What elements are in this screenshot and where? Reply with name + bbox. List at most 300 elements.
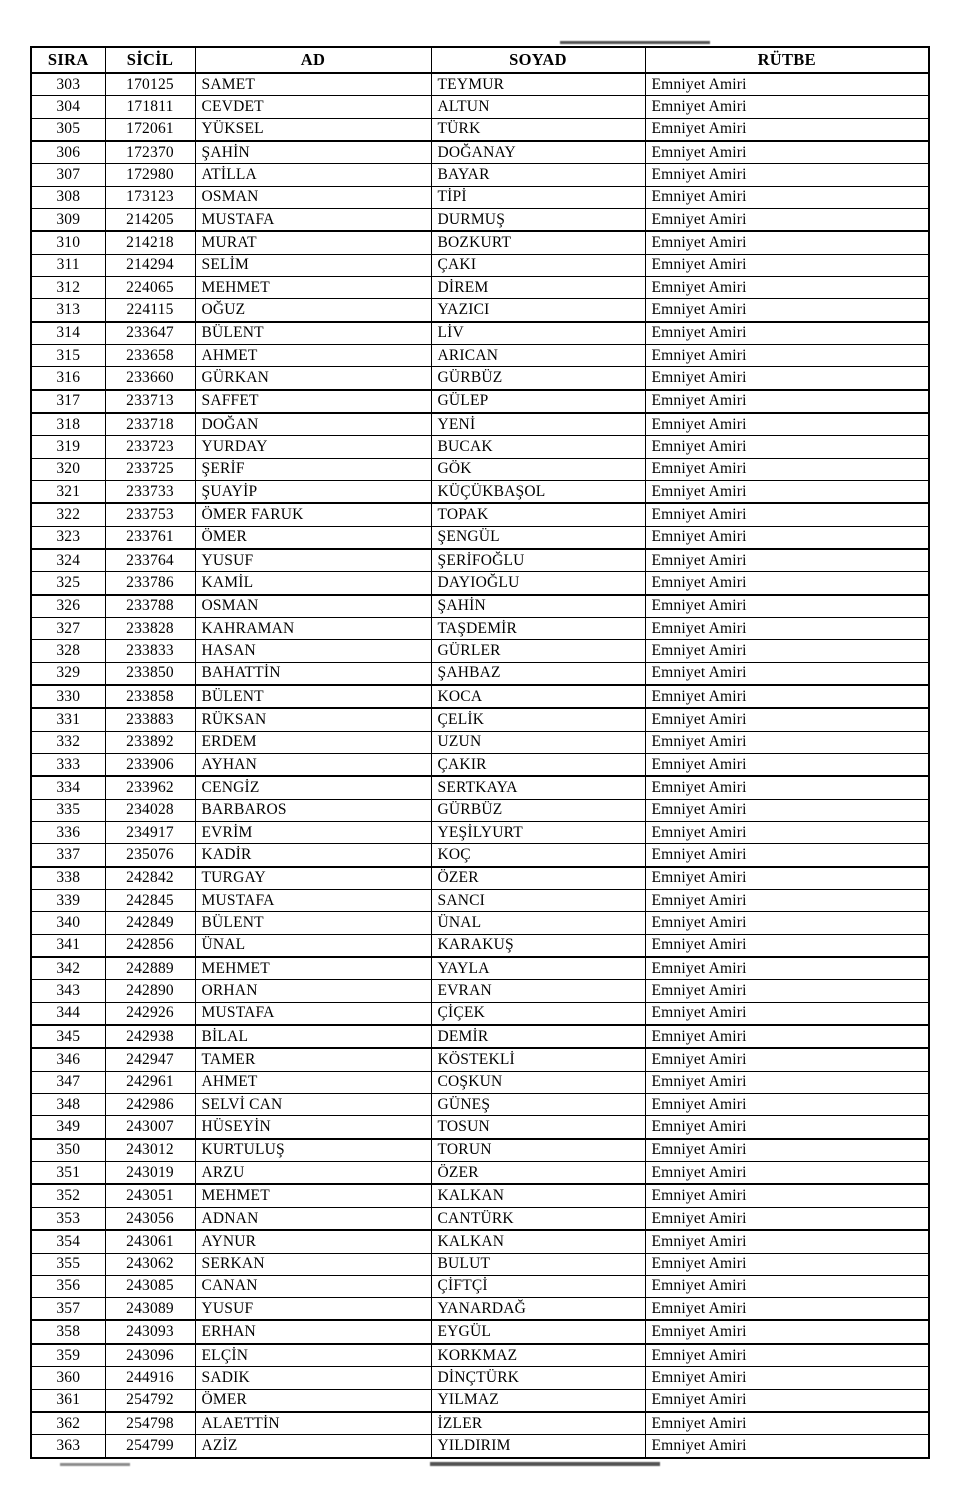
table-cell: Emniyet Amiri [645, 799, 929, 821]
table-cell: ÖZER [431, 867, 645, 890]
table-cell: 342 [31, 957, 105, 980]
table-cell: 350 [31, 1139, 105, 1162]
table-cell: Emniyet Amiri [645, 912, 929, 934]
table-cell: UZUN [431, 731, 645, 753]
table-cell: 233883 [105, 708, 195, 731]
table-cell: 224115 [105, 299, 195, 322]
table-cell: 233660 [105, 367, 195, 390]
table-cell: Emniyet Amiri [645, 231, 929, 254]
table-cell: 337 [31, 844, 105, 867]
table-cell: Emniyet Amiri [645, 526, 929, 549]
table-cell: BARBAROS [195, 799, 431, 821]
table-cell: 340 [31, 912, 105, 934]
table-cell: 243093 [105, 1320, 195, 1343]
table-cell: Emniyet Amiri [645, 1344, 929, 1367]
table-cell: Emniyet Amiri [645, 708, 929, 731]
table-cell: 244916 [105, 1367, 195, 1389]
table-row [31, 254, 929, 276]
table-cell: KADİR [195, 844, 431, 867]
table-cell: ŞENGÜL [431, 526, 645, 549]
table-cell: 345 [31, 1025, 105, 1048]
table-row [31, 1253, 929, 1275]
table-cell: Emniyet Amiri [645, 208, 929, 231]
table-cell: 233725 [105, 458, 195, 480]
table-cell: BAYAR [431, 164, 645, 186]
table-cell: GÜRKAN [195, 367, 431, 390]
table-cell: TOPAK [431, 503, 645, 526]
personnel-table [30, 46, 930, 1459]
table-cell: BAHATTİN [195, 662, 431, 685]
table-cell: 334 [31, 776, 105, 799]
table-cell: KARAKUŞ [431, 934, 645, 957]
table-cell: Emniyet Amiri [645, 1320, 929, 1343]
column-header-soyad: SOYAD [431, 47, 645, 73]
table-cell: Emniyet Amiri [645, 685, 929, 708]
table-cell: 233764 [105, 549, 195, 572]
table-cell: Emniyet Amiri [645, 754, 929, 777]
table-cell: CEVDET [195, 96, 431, 118]
table-cell: 233850 [105, 662, 195, 685]
table-cell: ÖMER [195, 526, 431, 549]
table-cell: TÜRK [431, 118, 645, 141]
table-cell: 242845 [105, 890, 195, 912]
column-header-sira: SIRA [31, 47, 105, 73]
table-cell: 315 [31, 344, 105, 366]
scan-smudge [60, 1463, 130, 1466]
table-cell: İZLER [431, 1412, 645, 1435]
header-row [31, 47, 929, 73]
table-cell: 233718 [105, 413, 195, 436]
table-cell: 254799 [105, 1435, 195, 1458]
table-cell: 349 [31, 1116, 105, 1139]
table-cell: 329 [31, 662, 105, 685]
table-row [31, 799, 929, 821]
table-cell: 243096 [105, 1344, 195, 1367]
table-cell: Emniyet Amiri [645, 1048, 929, 1071]
table-cell: MUSTAFA [195, 208, 431, 231]
table-cell: 242849 [105, 912, 195, 934]
table-cell: 308 [31, 186, 105, 208]
table-cell: ŞAHİN [431, 595, 645, 618]
table-cell: SAMET [195, 73, 431, 96]
table-cell: YAZICI [431, 299, 645, 322]
table-cell: KAMİL [195, 572, 431, 595]
table-cell: 352 [31, 1184, 105, 1207]
table-cell: DAYIOĞLU [431, 572, 645, 595]
table-row [31, 1344, 929, 1367]
table-cell: 254798 [105, 1412, 195, 1435]
table-cell: RÜKSAN [195, 708, 431, 731]
table-cell: ÇİÇEK [431, 1002, 645, 1025]
table-cell: 243007 [105, 1116, 195, 1139]
table-cell: 171811 [105, 96, 195, 118]
table-row [31, 526, 929, 549]
table-cell: SADIK [195, 1367, 431, 1389]
table-cell: Emniyet Amiri [645, 1230, 929, 1253]
table-cell: AYHAN [195, 754, 431, 777]
table-cell: COŞKUN [431, 1071, 645, 1093]
table-cell: ÖZER [431, 1162, 645, 1185]
table-cell: CENGİZ [195, 776, 431, 799]
table-cell: BÜLENT [195, 322, 431, 345]
table-cell: GÜNEŞ [431, 1094, 645, 1116]
table-cell: 172061 [105, 118, 195, 141]
table-cell: 325 [31, 572, 105, 595]
table-cell: YENİ [431, 413, 645, 436]
table-cell: 243062 [105, 1253, 195, 1275]
table-cell: SERKAN [195, 1253, 431, 1275]
table-row [31, 1162, 929, 1185]
table-cell: HASAN [195, 640, 431, 662]
table-cell: KOCA [431, 685, 645, 708]
table-cell: 328 [31, 640, 105, 662]
scan-smudge [430, 1462, 660, 1466]
table-cell: 233723 [105, 436, 195, 458]
table-cell: Emniyet Amiri [645, 1207, 929, 1230]
table-cell: Emniyet Amiri [645, 1184, 929, 1207]
table-cell: 339 [31, 890, 105, 912]
table-cell: HÜSEYİN [195, 1116, 431, 1139]
table-cell: Emniyet Amiri [645, 322, 929, 345]
table-row [31, 344, 929, 366]
table-cell: 235076 [105, 844, 195, 867]
table-cell: 233833 [105, 640, 195, 662]
table-cell: 326 [31, 595, 105, 618]
table-cell: Emniyet Amiri [645, 549, 929, 572]
table-cell: Emniyet Amiri [645, 890, 929, 912]
table-cell: ADNAN [195, 1207, 431, 1230]
table-cell: Emniyet Amiri [645, 73, 929, 96]
table-cell: YEŞİLYURT [431, 822, 645, 844]
table-row [31, 208, 929, 231]
table-row [31, 367, 929, 390]
table-cell: Emniyet Amiri [645, 844, 929, 867]
table-cell: ÜNAL [431, 912, 645, 934]
table-cell: TİPİ [431, 186, 645, 208]
table-cell: KALKAN [431, 1230, 645, 1253]
table-cell: GÜLEP [431, 390, 645, 413]
table-cell: AHMET [195, 1071, 431, 1093]
table-cell: ATİLLA [195, 164, 431, 186]
table-cell: 243089 [105, 1298, 195, 1321]
table-cell: CANTÜRK [431, 1207, 645, 1230]
table-cell: ÜNAL [195, 934, 431, 957]
table-cell: ŞUAYİP [195, 480, 431, 503]
table-cell: 233858 [105, 685, 195, 708]
table-cell: 233892 [105, 731, 195, 753]
table-row [31, 1320, 929, 1343]
table-cell: Emniyet Amiri [645, 1275, 929, 1297]
table-cell: 243012 [105, 1139, 195, 1162]
column-header-rutbe: RÜTBE [645, 47, 929, 73]
table-cell: TEYMUR [431, 73, 645, 96]
table-cell: ELÇİN [195, 1344, 431, 1367]
table-cell: Emniyet Amiri [645, 1253, 929, 1275]
table-cell: 243056 [105, 1207, 195, 1230]
table-cell: OSMAN [195, 186, 431, 208]
table-cell: KÖSTEKLİ [431, 1048, 645, 1071]
table-cell: 353 [31, 1207, 105, 1230]
table-cell: ŞAHİN [195, 141, 431, 164]
table-cell: ÇAKI [431, 254, 645, 276]
table-row [31, 867, 929, 890]
table-row [31, 1275, 929, 1297]
table-cell: DOĞAN [195, 413, 431, 436]
table-cell: YÜKSEL [195, 118, 431, 141]
table-cell: Emniyet Amiri [645, 1162, 929, 1185]
table-cell: 233753 [105, 503, 195, 526]
table-cell: 317 [31, 390, 105, 413]
table-cell: TOSUN [431, 1116, 645, 1139]
table-cell: 303 [31, 73, 105, 96]
table-row [31, 503, 929, 526]
table-cell: Emniyet Amiri [645, 118, 929, 141]
table-cell: Emniyet Amiri [645, 503, 929, 526]
table-cell: EVRAN [431, 980, 645, 1002]
table-cell: CANAN [195, 1275, 431, 1297]
table-cell: OĞUZ [195, 299, 431, 322]
table-cell: YILMAZ [431, 1389, 645, 1412]
table-cell: AZİZ [195, 1435, 431, 1458]
table-cell: 214218 [105, 231, 195, 254]
table-cell: 233786 [105, 572, 195, 595]
table-cell: 361 [31, 1389, 105, 1412]
table-cell: 214205 [105, 208, 195, 231]
table-cell: EYGÜL [431, 1320, 645, 1343]
table-cell: 359 [31, 1344, 105, 1367]
table-cell: Emniyet Amiri [645, 458, 929, 480]
table-cell: AYNUR [195, 1230, 431, 1253]
table-cell: Emniyet Amiri [645, 141, 929, 164]
table-cell: ERDEM [195, 731, 431, 753]
table-cell: Emniyet Amiri [645, 254, 929, 276]
table-row [31, 731, 929, 753]
table-cell: 343 [31, 980, 105, 1002]
table-cell: 363 [31, 1435, 105, 1458]
table-cell: Emniyet Amiri [645, 731, 929, 753]
table-row [31, 231, 929, 254]
table-cell: Emniyet Amiri [645, 595, 929, 618]
table-cell: 344 [31, 1002, 105, 1025]
table-row [31, 640, 929, 662]
table-row [31, 118, 929, 141]
table-cell: 346 [31, 1048, 105, 1071]
table-cell: 172370 [105, 141, 195, 164]
table-cell: 347 [31, 1071, 105, 1093]
table-cell: 233733 [105, 480, 195, 503]
table-cell: 309 [31, 208, 105, 231]
table-cell: YUSUF [195, 1298, 431, 1321]
table-cell: Emniyet Amiri [645, 640, 929, 662]
table-cell: Emniyet Amiri [645, 572, 929, 595]
table-cell: ŞERİFOĞLU [431, 549, 645, 572]
table-cell: ALTUN [431, 96, 645, 118]
table-row [31, 685, 929, 708]
table-cell: 318 [31, 413, 105, 436]
table-cell: Emniyet Amiri [645, 934, 929, 957]
table-cell: 242889 [105, 957, 195, 980]
table-cell: YUSUF [195, 549, 431, 572]
table-cell: DİNÇTÜRK [431, 1367, 645, 1389]
table-cell: TURGAY [195, 867, 431, 890]
table-cell: ŞERİF [195, 458, 431, 480]
table-cell: 320 [31, 458, 105, 480]
table-cell: SERTKAYA [431, 776, 645, 799]
table-row [31, 458, 929, 480]
table-cell: MEHMET [195, 957, 431, 980]
table-cell: ÇİFTÇİ [431, 1275, 645, 1297]
table-cell: BOZKURT [431, 231, 645, 254]
table-cell: GÖK [431, 458, 645, 480]
table-cell: Emniyet Amiri [645, 276, 929, 298]
table-cell: 172980 [105, 164, 195, 186]
table-cell: Emniyet Amiri [645, 867, 929, 890]
table-row [31, 618, 929, 640]
table-row [31, 776, 929, 799]
table-cell: KURTULUŞ [195, 1139, 431, 1162]
table-cell: MUSTAFA [195, 1002, 431, 1025]
table-cell: 242938 [105, 1025, 195, 1048]
table-cell: YANARDAĞ [431, 1298, 645, 1321]
table-cell: ORHAN [195, 980, 431, 1002]
table-cell: YURDAY [195, 436, 431, 458]
table-cell: Emniyet Amiri [645, 1367, 929, 1389]
table-cell: GÜRBÜZ [431, 799, 645, 821]
table-row [31, 299, 929, 322]
table-cell: 322 [31, 503, 105, 526]
table-cell: KOÇ [431, 844, 645, 867]
table-row [31, 164, 929, 186]
table-cell: 351 [31, 1162, 105, 1185]
table-cell: 335 [31, 799, 105, 821]
table-cell: 233647 [105, 322, 195, 345]
table-cell: 243085 [105, 1275, 195, 1297]
table-cell: Emniyet Amiri [645, 1094, 929, 1116]
table-cell: Emniyet Amiri [645, 1412, 929, 1435]
table-cell: Emniyet Amiri [645, 299, 929, 322]
table-cell: 304 [31, 96, 105, 118]
table-cell: 338 [31, 867, 105, 890]
table-cell: MUSTAFA [195, 890, 431, 912]
table-cell: 214294 [105, 254, 195, 276]
scan-smudge [560, 41, 710, 44]
table-cell: BİLAL [195, 1025, 431, 1048]
table-row [31, 276, 929, 298]
table-row [31, 822, 929, 844]
table-cell: 233761 [105, 526, 195, 549]
table-cell: EVRİM [195, 822, 431, 844]
table-cell: 312 [31, 276, 105, 298]
table-cell: 233828 [105, 618, 195, 640]
table-row [31, 708, 929, 731]
table-cell: 362 [31, 1412, 105, 1435]
table-cell: DOĞANAY [431, 141, 645, 164]
table-row [31, 754, 929, 777]
table-cell: Emniyet Amiri [645, 1298, 929, 1321]
table-cell: Emniyet Amiri [645, 662, 929, 685]
table-cell: SELVİ CAN [195, 1094, 431, 1116]
table-cell: SANCI [431, 890, 645, 912]
table-cell: 316 [31, 367, 105, 390]
table-cell: 242926 [105, 1002, 195, 1025]
table-cell: KORKMAZ [431, 1344, 645, 1367]
table-cell: BÜLENT [195, 685, 431, 708]
table-cell: 357 [31, 1298, 105, 1321]
table-cell: AHMET [195, 344, 431, 366]
table-row [31, 1207, 929, 1230]
table-row [31, 436, 929, 458]
table-cell: Emniyet Amiri [645, 1389, 929, 1412]
table-cell: 243019 [105, 1162, 195, 1185]
table-cell: Emniyet Amiri [645, 436, 929, 458]
table-cell: KAHRAMAN [195, 618, 431, 640]
table-row [31, 1048, 929, 1071]
table-row [31, 1298, 929, 1321]
table-row [31, 96, 929, 118]
table-cell: 233906 [105, 754, 195, 777]
table-row [31, 1094, 929, 1116]
table-cell: KÜÇÜKBAŞOL [431, 480, 645, 503]
table-row [31, 322, 929, 345]
table-cell: 254792 [105, 1389, 195, 1412]
table-cell: Emniyet Amiri [645, 480, 929, 503]
table-cell: 330 [31, 685, 105, 708]
table-cell: Emniyet Amiri [645, 96, 929, 118]
table-cell: 242961 [105, 1071, 195, 1093]
table-cell: 323 [31, 526, 105, 549]
table-cell: 224065 [105, 276, 195, 298]
table-cell: MEHMET [195, 276, 431, 298]
table-cell: Emniyet Amiri [645, 618, 929, 640]
table-cell: Emniyet Amiri [645, 1435, 929, 1458]
table-row [31, 1412, 929, 1435]
table-cell: 233658 [105, 344, 195, 366]
table-cell: Emniyet Amiri [645, 1139, 929, 1162]
table-row [31, 957, 929, 980]
table-row [31, 1435, 929, 1458]
table-row [31, 73, 929, 96]
table-cell: 336 [31, 822, 105, 844]
table-cell: 243051 [105, 1184, 195, 1207]
table-cell: 242947 [105, 1048, 195, 1071]
table-cell: 358 [31, 1320, 105, 1343]
table-body [31, 73, 929, 1458]
table-cell: Emniyet Amiri [645, 822, 929, 844]
table-row [31, 1025, 929, 1048]
column-header-sicil: SİCİL [105, 47, 195, 73]
table-cell: TORUN [431, 1139, 645, 1162]
table-cell: 307 [31, 164, 105, 186]
table-cell: 234917 [105, 822, 195, 844]
table-row [31, 549, 929, 572]
table-cell: 233713 [105, 390, 195, 413]
table-cell: 324 [31, 549, 105, 572]
table-cell: 243061 [105, 1230, 195, 1253]
table-row [31, 844, 929, 867]
table-row [31, 980, 929, 1002]
table-cell: 233962 [105, 776, 195, 799]
column-header-ad: AD [195, 47, 431, 73]
table-row [31, 595, 929, 618]
table-cell: ÇELİK [431, 708, 645, 731]
table-row [31, 1071, 929, 1093]
table-row [31, 1389, 929, 1412]
table-cell: 173123 [105, 186, 195, 208]
table-cell: BUCAK [431, 436, 645, 458]
table-cell: 331 [31, 708, 105, 731]
table-cell: ÖMER [195, 1389, 431, 1412]
table-row [31, 1002, 929, 1025]
